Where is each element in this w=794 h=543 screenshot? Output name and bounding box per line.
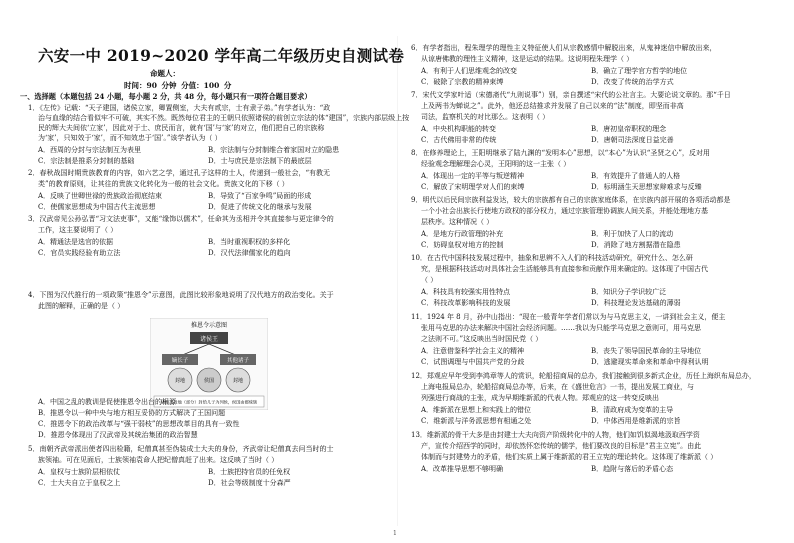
setter-line: 命题人： (150, 69, 180, 78)
question-text: 民的辉大夫间依‘立家’，因此对于士、庶民而言，就有‘国’与‘家’的对立，他们把自己的宗族称 (38, 124, 325, 132)
option: C．破除了宗教的精神束缚 (421, 78, 504, 86)
option: B．趋附与落后的矛盾心态 (591, 465, 674, 473)
option: D．促进了传统文化的继承与发展 (208, 203, 312, 211)
option: B．当时重视职权的多样化 (208, 238, 291, 246)
option: A．体现出一定的平等与叛逆精神 (421, 172, 525, 180)
option: C．推恩令下的政治改革与“强干弱枝”的思想改革目的具有一致性 (38, 420, 240, 428)
option: D．消除了地方割据潜在隐患 (591, 241, 681, 249)
option: C．科技改革影响科技的发展 (421, 299, 511, 307)
question-text: 9．明代以后民间宗族利益发达，较大的宗族都有自己的宗族家庭体系，在宗族内部开展的各项活动都是 (411, 196, 731, 204)
option: A．是地方行政管理的补充 (421, 230, 504, 238)
question-text: 8．在修养理论上，王阳明继承了陆九渊的“发明本心”思想，以“本心”为认识“圣贤之心”，反对用 (411, 149, 710, 157)
option: B．知识分子学识较广泛 (591, 288, 667, 296)
option: B．推恩令以一种中央与地方相互妥协的方式解决了王国问题 (38, 409, 226, 417)
question-text: 司法，监察机关的对比那么。这表明（ ） (421, 113, 550, 121)
question-text: 6．有学者指出，程朱理学的理性主义特征使人们从宗教感情中解脱出来，从鬼神迷信中解放出来， (411, 44, 717, 52)
question-text: 此图的解释，正确的是（ ） (38, 302, 125, 310)
question-text: 1．《左传》记载：“天子建国，诸侯立家，卿置侧室，大夫有贰宗，士有隶子弟。”有学者认为：“政 (28, 104, 331, 112)
option: D．逃避现实革命来和革命中得利认明 (591, 358, 709, 366)
option: C．宗法制是推系分封制的基础 (38, 157, 135, 165)
question-text: 11．1924 年 8 月，孙中山指出：“现在一般青年学者们常以为与马克思主义，一讲到社会主义，便主 (411, 313, 726, 321)
option: A．注意借鉴科学社会主义的精神 (421, 347, 525, 355)
option: A．精通法是选官的依据 (38, 238, 114, 246)
question-text: 7．宋代文学家叶适（宋德斋代“九则说事”）别，亲自撰述“宋代的公社言主。大要论说文章的。那“千日 (411, 91, 731, 99)
question-text: 上及两书为蝉说之”。此外，他还总结推求并发展了自己以来的“法”制度，即坚而非高 (421, 102, 684, 110)
option: B．确立了理学官方哲学的地位 (591, 67, 688, 75)
option: A．有利于人们思维观念的改变 (421, 67, 518, 75)
option: D．汉代法律儒家化的趋向 (208, 249, 291, 257)
option: C．解放了宋明理学对人们的束缚 (421, 183, 525, 191)
question-text: 12．郑观应早年受到李鸿章等人的赏识，轮船招商局的总办，我们接触到很多新式企业，历任上海织布局总办， (411, 372, 756, 380)
question-text: 究，是根据科技活动对具体社会生活能够具有直接参和贡献作用来确定的。这体现了中国古代 (421, 265, 708, 273)
question-text: 一个小社会出族长行使地方政权的部分权力，通过宗族管理协调族人间关系，并能处理地方基 (421, 207, 708, 215)
option: B．导致了“百家争鸣”局面的形成 (208, 192, 312, 200)
option: A．中央机构职能的转变 (421, 125, 497, 133)
diagram-label-land: 封地 (174, 378, 186, 384)
option: B．丧失了领导国民革命的主导地位 (591, 347, 702, 355)
diagram-box-heir: 嫡长子 (171, 358, 189, 364)
option: B．宗法制与分封制维合着家国对立的隐患 (208, 146, 340, 154)
option: B．利于加快了人口的流动 (591, 230, 674, 238)
question-text: 列强进行商战的主张，成为早期维新派的代表人物。郑观应的这一转变反映出 (421, 394, 659, 402)
option: A．反映了世卿世禄的贵族政治彻底结束 (38, 192, 163, 200)
section-heading: 一、选择题（本题包括 24 小题，每小题 2 分，共 48 分，每小题只有一项符合题目要求） (20, 92, 312, 101)
option: A．科技具有较强实用性特点 (421, 288, 511, 296)
option: D．中体西用是维新派的宗旨 (591, 417, 681, 425)
option: B．清政府成为变革的主导 (591, 406, 674, 414)
time-score-line: 时间：90 分钟 分值：100 分 (124, 81, 232, 90)
question-text: 3．汉武帝见公孙弘晋“习文法吏事”，又能“缘饰以儒术”，任命其为丞相并令其直接参与更定律令的 (28, 215, 334, 223)
diagram-label-land-2: 封地 (232, 378, 244, 384)
diagram-box-king: 诸侯王 (199, 336, 219, 343)
option: D．唐朝司法深度日益完善 (591, 136, 674, 144)
diagram-title: 推恩令示意图 (190, 322, 228, 329)
question-text: （ ） (421, 276, 438, 284)
question-text: 层秩序。这种情况（ ） (421, 218, 494, 226)
question-text: 13．维新派的骨干大多是由封建士大夫向资产阶级转化中的人物，他们如饥似渴地汲取西学资 (411, 431, 700, 439)
question-text: 上海电报局总办，轮船招商局总办等，后来，在《盛世危言》一书，提出发展工商业，与 (421, 383, 694, 391)
option: C．官员实践经验有助立法 (38, 249, 121, 257)
option: C．士大夫自立于皇权之上 (38, 479, 121, 487)
question-text: 之法则不可。”这反映出当时国民党（ ） (421, 335, 543, 343)
option: C．维新派与洋务派思想有相通之处 (421, 417, 532, 425)
question-text: 10．在古代中国科技发展过程中，抽象和思辨不入人们的科技活动研究，研究什么、怎么研 (411, 254, 693, 262)
option: C．古代佛用非常的传统 (421, 136, 497, 144)
option: D．科技理论发达基础的薄弱 (591, 299, 681, 307)
option: A．维新派在思想上和实践上的错位 (421, 406, 532, 414)
option: B．有效提升了普通人的人格 (591, 172, 681, 180)
option: D．标明涵生天思想家辩难求与反臻 (591, 183, 702, 191)
option: D．改变了传统的治学方式 (591, 78, 674, 86)
question-text: 族领袖。可在见面后，士族领袖袁命人把纪僧真赶了出来。这反映了当时（ ） (38, 456, 279, 464)
question-text: 张用马克思的办法来解决中国社会经济问题。……我以为只能学马克思之意则可，用马克思 (421, 324, 701, 332)
tuienling-diagram (150, 318, 268, 410)
question-text: 为‘家’，只知效于‘家’，而不知效忠于‘国’。”该学者认为（ ） (38, 134, 222, 142)
option: D．社会等级制度十分森严 (208, 479, 291, 487)
question-text: 5．南朝齐武帝派出使者四出检籍，纪僧真甚至伪装成士大夫的身份，齐武帝让纪僧真去问当时的士 (28, 445, 334, 453)
question-text: 2．春秋战国时期贵族教育的内容，如六艺之学，通过孔子这样的士人，传递到一般社会，“有教无 (28, 169, 331, 177)
option: A．西周的分封与宗法制互为表里 (38, 146, 142, 154)
option: C．妨碍皇权对地方的控制 (421, 241, 504, 249)
option: B．士族把持官员的任免权 (208, 468, 291, 476)
option: A．改革推导思想不够明确 (421, 465, 504, 473)
question-text: 治与血缘的结合看似牢不可破，其实不然。既然每位君主的王朝只依照诸侯的前创立宗法的体“建国”，宗族内部层级上按 (38, 114, 410, 122)
option: C．试图调理与中国共产党的分歧 (421, 358, 525, 366)
question-text: 工作，这主要说明了（ ） (38, 226, 118, 234)
diagram-note: 诸侯王封地（部分）封给儿子为列侯，侯国由郡统辖 (160, 399, 258, 405)
option: A．中国之乱的教训是促使推恩令出台的根源 (38, 398, 177, 406)
question-text: 体制而与封建势力的矛盾，他们实质上属于维新派的君王立宪的理论转化。这体现了维新派（ ） (421, 453, 718, 461)
diagram-box-sons: 其他诸子 (226, 358, 250, 364)
question-text: 产，宣传介绍西学的同时，却依然怀恋传统的儒学，他们要改良的目标是“君主立宪”。由此 (421, 442, 702, 450)
question-text: 从谅唐佛教的理性主义精神，这是运动的结果。这说明程朱理学（ ） (421, 55, 634, 63)
page-number: 1 (393, 530, 397, 537)
column-divider (397, 36, 398, 526)
option: A．皇权与士族阶层相依仗 (38, 468, 121, 476)
option: B．唐初皇帝职权的理念 (591, 125, 667, 133)
option: D．推恩令体现出了汉武帝及其统治集团的政治智慧 (38, 431, 198, 439)
option: C．使儒家思想成为中国古代主流思想 (38, 203, 156, 211)
question-text: 经验观念理解理会心灵，王阳明的这一主张（ ） (421, 160, 571, 168)
question-text: 类”的教育原则，让其往的贵族文化转化为一般的社会文化。贵族文化的下移（ ） (38, 180, 289, 188)
exam-title: 六安一中 2019~2020 学年高二年级历史自测试卷 (38, 46, 405, 65)
question-text: 4．下图为汉代推行的一项政策“推恩令”示意图，此图比较形象地说明了汉代地方的政治变化。关于 (28, 291, 334, 299)
diagram-label-marquisate: 侯国 (203, 378, 215, 384)
option: D．士与庶民是宗法制下的最底层 (208, 157, 312, 165)
